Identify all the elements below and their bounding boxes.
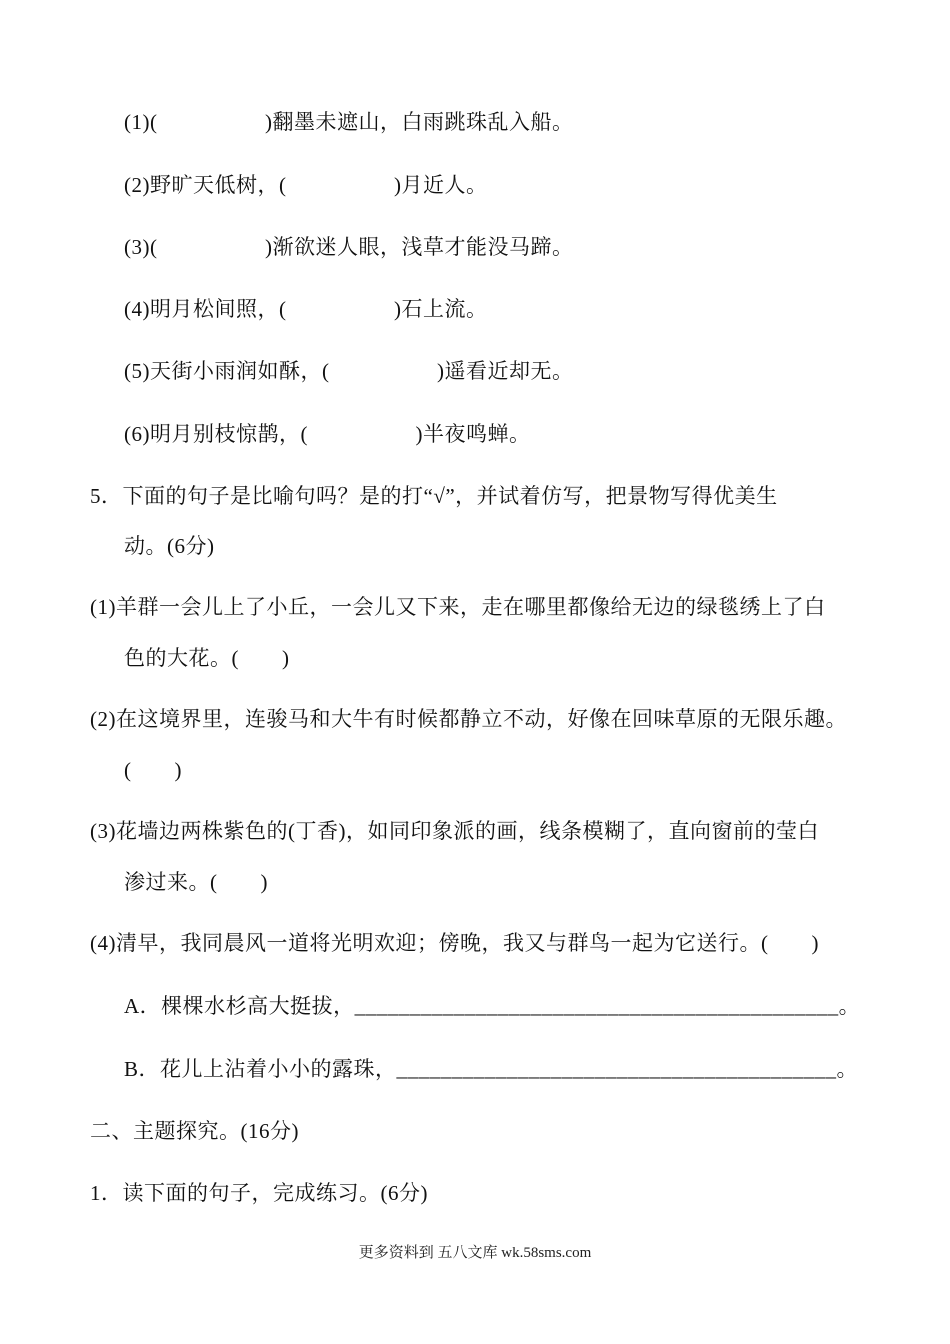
section-2-question-1: 1．读下面的句子，完成练习。(6分) — [90, 1181, 428, 1205]
imitation-a: A．棵棵水杉高大挺拔，____________________________________________。 — [124, 994, 861, 1018]
poem-fill-item-3: (3)( )渐欲迷人眼，浅草才能没马蹄。 — [124, 235, 574, 259]
sentence-1-line-1: (1)羊群一会儿上了小丘，一会儿又下来，走在哪里都像给无边的绿毯绣上了白 — [90, 595, 826, 619]
question-5-score: 动。(6分) — [124, 534, 215, 558]
poem-fill-item-5: (5)天街小雨润如酥，( )遥看近却无。 — [124, 359, 574, 383]
sentence-1-line-2: 色的大花。( ) — [124, 646, 290, 670]
sentence-2-line-1: (2)在这境界里，连骏马和大牛有时候都静立不动，好像在回味草原的无限乐趣。 — [90, 707, 847, 731]
sentence-3-line-2: 渗过来。( ) — [124, 870, 268, 894]
sentence-3-line-1: (3)花墙边两株紫色的(丁香)，如同印象派的画，线条模糊了，直向窗前的莹白 — [90, 819, 819, 843]
sentence-2-line-2: ( ) — [124, 758, 182, 782]
question-5-prompt: 5．下面的句子是比喻句吗？是的打“√”，并试着仿写，把景物写得优美生 — [90, 484, 778, 508]
poem-fill-item-1: (1)( )翻墨未遮山，白雨跳珠乱入船。 — [124, 110, 574, 134]
sentence-4: (4)清早，我同晨风一道将光明欢迎；傍晚，我又与群鸟一起为它送行。( ) — [90, 931, 819, 955]
poem-fill-item-6: (6)明月别枝惊鹊，( )半夜鸣蝉。 — [124, 422, 531, 446]
poem-fill-item-4: (4)明月松间照，( )石上流。 — [124, 297, 488, 321]
page-footer: 更多资料到 五八文库 wk.58sms.com — [358, 1245, 592, 1261]
imitation-b: B．花儿上沾着小小的露珠，________________________________________。 — [124, 1057, 859, 1081]
section-2-heading: 二、主题探究。(16分) — [90, 1119, 299, 1143]
poem-fill-item-2: (2)野旷天低树，( )月近人。 — [124, 173, 488, 197]
